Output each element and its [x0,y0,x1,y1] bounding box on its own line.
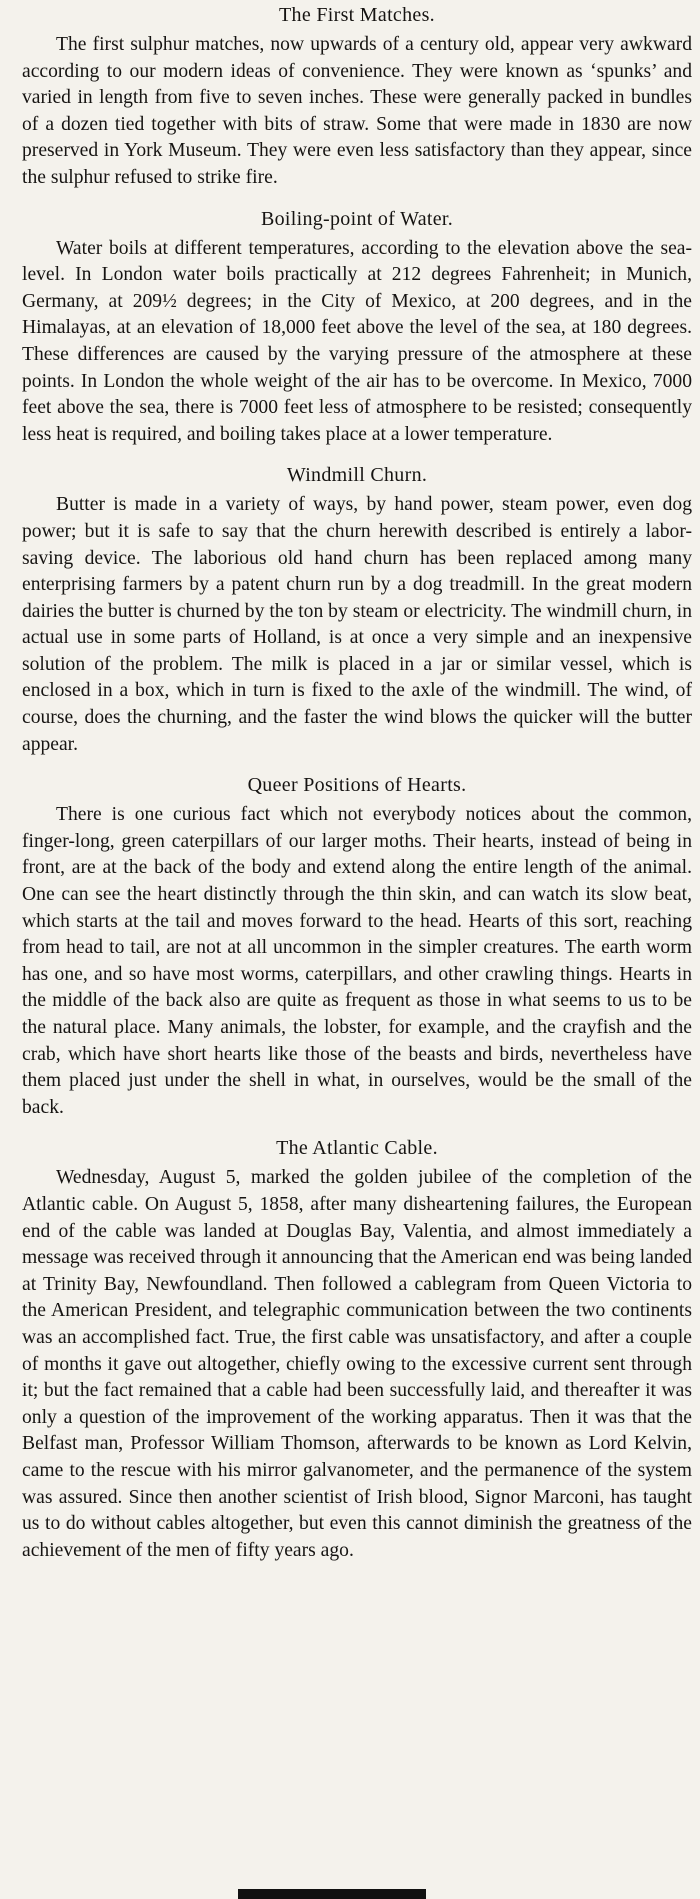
article-heading: The First Matches. [279,4,435,26]
article-first-matches [22,2,692,192]
article-windmill-churn [22,462,692,758]
article-heading: The Atlantic Cable. [276,1137,438,1160]
article-queer-hearts [22,772,692,1121]
article-heading: Windmill Churn. [286,464,428,487]
article-body: Wednesday, August 5, marked the golden jubilee of the completion of the Atlantic cable. On August 5, 1858, after many disheartening failures, the European end of the cable was landed at Douglas Bay, Valentia, and almost immediately a message was received through it announcing that the American end was being landed at Trinity Bay, Newfoundland. Then followed a cablegram from Queen Victoria to the American President, and telegraphic communication between the two continents was an accomplished fact. True, the first cable was unsatisfactory, and after a couple of months it gave out altogether, chiefly owing to the excessive current sent through it; but the fact remained that a cable had been successfully laid, and thereafter it was only a question of the improvement of the working apparatus. Then it was that the Belfast man, Professor William Thomson, afterwards to be known as Lord Kelvin, came to the rescue with his mirror galvanometer, and the permanence of the system was assured. Since then another scientist of Irish blood, Signor Marconi, has taught us to do without cables altogether, but even this cannot diminish the greatness of the achievement of the men of fifty years ago. [22,1167,692,1561]
article-heading: Queer Positions of Hearts. [247,774,467,797]
end-rule-divider [238,1889,426,1899]
article-body: There is one curious fact which not everybody notices about the common, finger-long, green caterpillars of our larger moths. Their hearts, instead of being in front, are at the back of the body and extend along the entire length of the animal. One can see the heart distinctly through the thin skin, and can watch its slow beat, which starts at the tail and moves forward to the head. Hearts of this sort, reaching from head to tail, are not at all uncommon in the simpler creatures. The earth worm has one, and so have most worms, caterpillars, and other crawling things. Hearts in the middle of the back also are quite as frequent as those in what seems to us to be the natural place. Many animals, the lobster, for example, and the crayfish and the crab, which have short hearts like those of the beasts and birds, nevertheless have them placed just under the shell in what, in ourselves, would be the small of the back. [22,804,692,1118]
article-body: The first sulphur matches, now upwards of a century old, appear very awkward according to our modern ideas of convenience. They were known as ‘spunks’ and varied in length from five to seven inches. These were generally packed in bundles of a dozen tied together with bits of straw. Some that were made in 1830 are now preserved in York Museum. They were even less satisfactory than they appear, since the sulphur refused to strike fire. [22,34,692,188]
article-heading: Boiling-point of Water. [260,207,454,230]
article-boiling-point [22,206,692,449]
article-body: Water boils at different temperatures, according to the elevation above the sea-level. In London water boils practically at 212 degrees Fahrenheit; in Munich, Germany, at 209½ degrees; in the City of Mexico, at 200 degrees, and in the Himalayas, at an elevation of 18,000 feet above the level of the sea, at 180 degrees. These differences are caused by the varying pressure of the atmosphere at these points. In London the whole weight of the air has to be overcome. In Mexico, 7000 feet above the sea, there is 7000 feet less of atmosphere to be resisted; consequently less heat is required, and boiling takes place at a lower temperature. [22,237,692,445]
article-atlantic-cable [22,1135,692,1564]
article-body: Butter is made in a variety of ways, by hand power, steam power, even dog power; but it is safe to say that the churn herewith described is entirely a labor-saving device. The laborious old hand churn has been replaced among many enterprising farmers by a patent churn run by a dog treadmill. In the great modern dairies the butter is churned by the ton by steam or electricity. The windmill churn, in actual use in some parts of Holland, is at once a very simple and an inexpensive solution of the problem. The milk is placed in a jar or similar vessel, which is enclosed in a box, which in turn is fixed to the axle of the windmill. The wind, of course, does the churning, and the faster the wind blows the quicker will the butter appear. [22,494,692,755]
